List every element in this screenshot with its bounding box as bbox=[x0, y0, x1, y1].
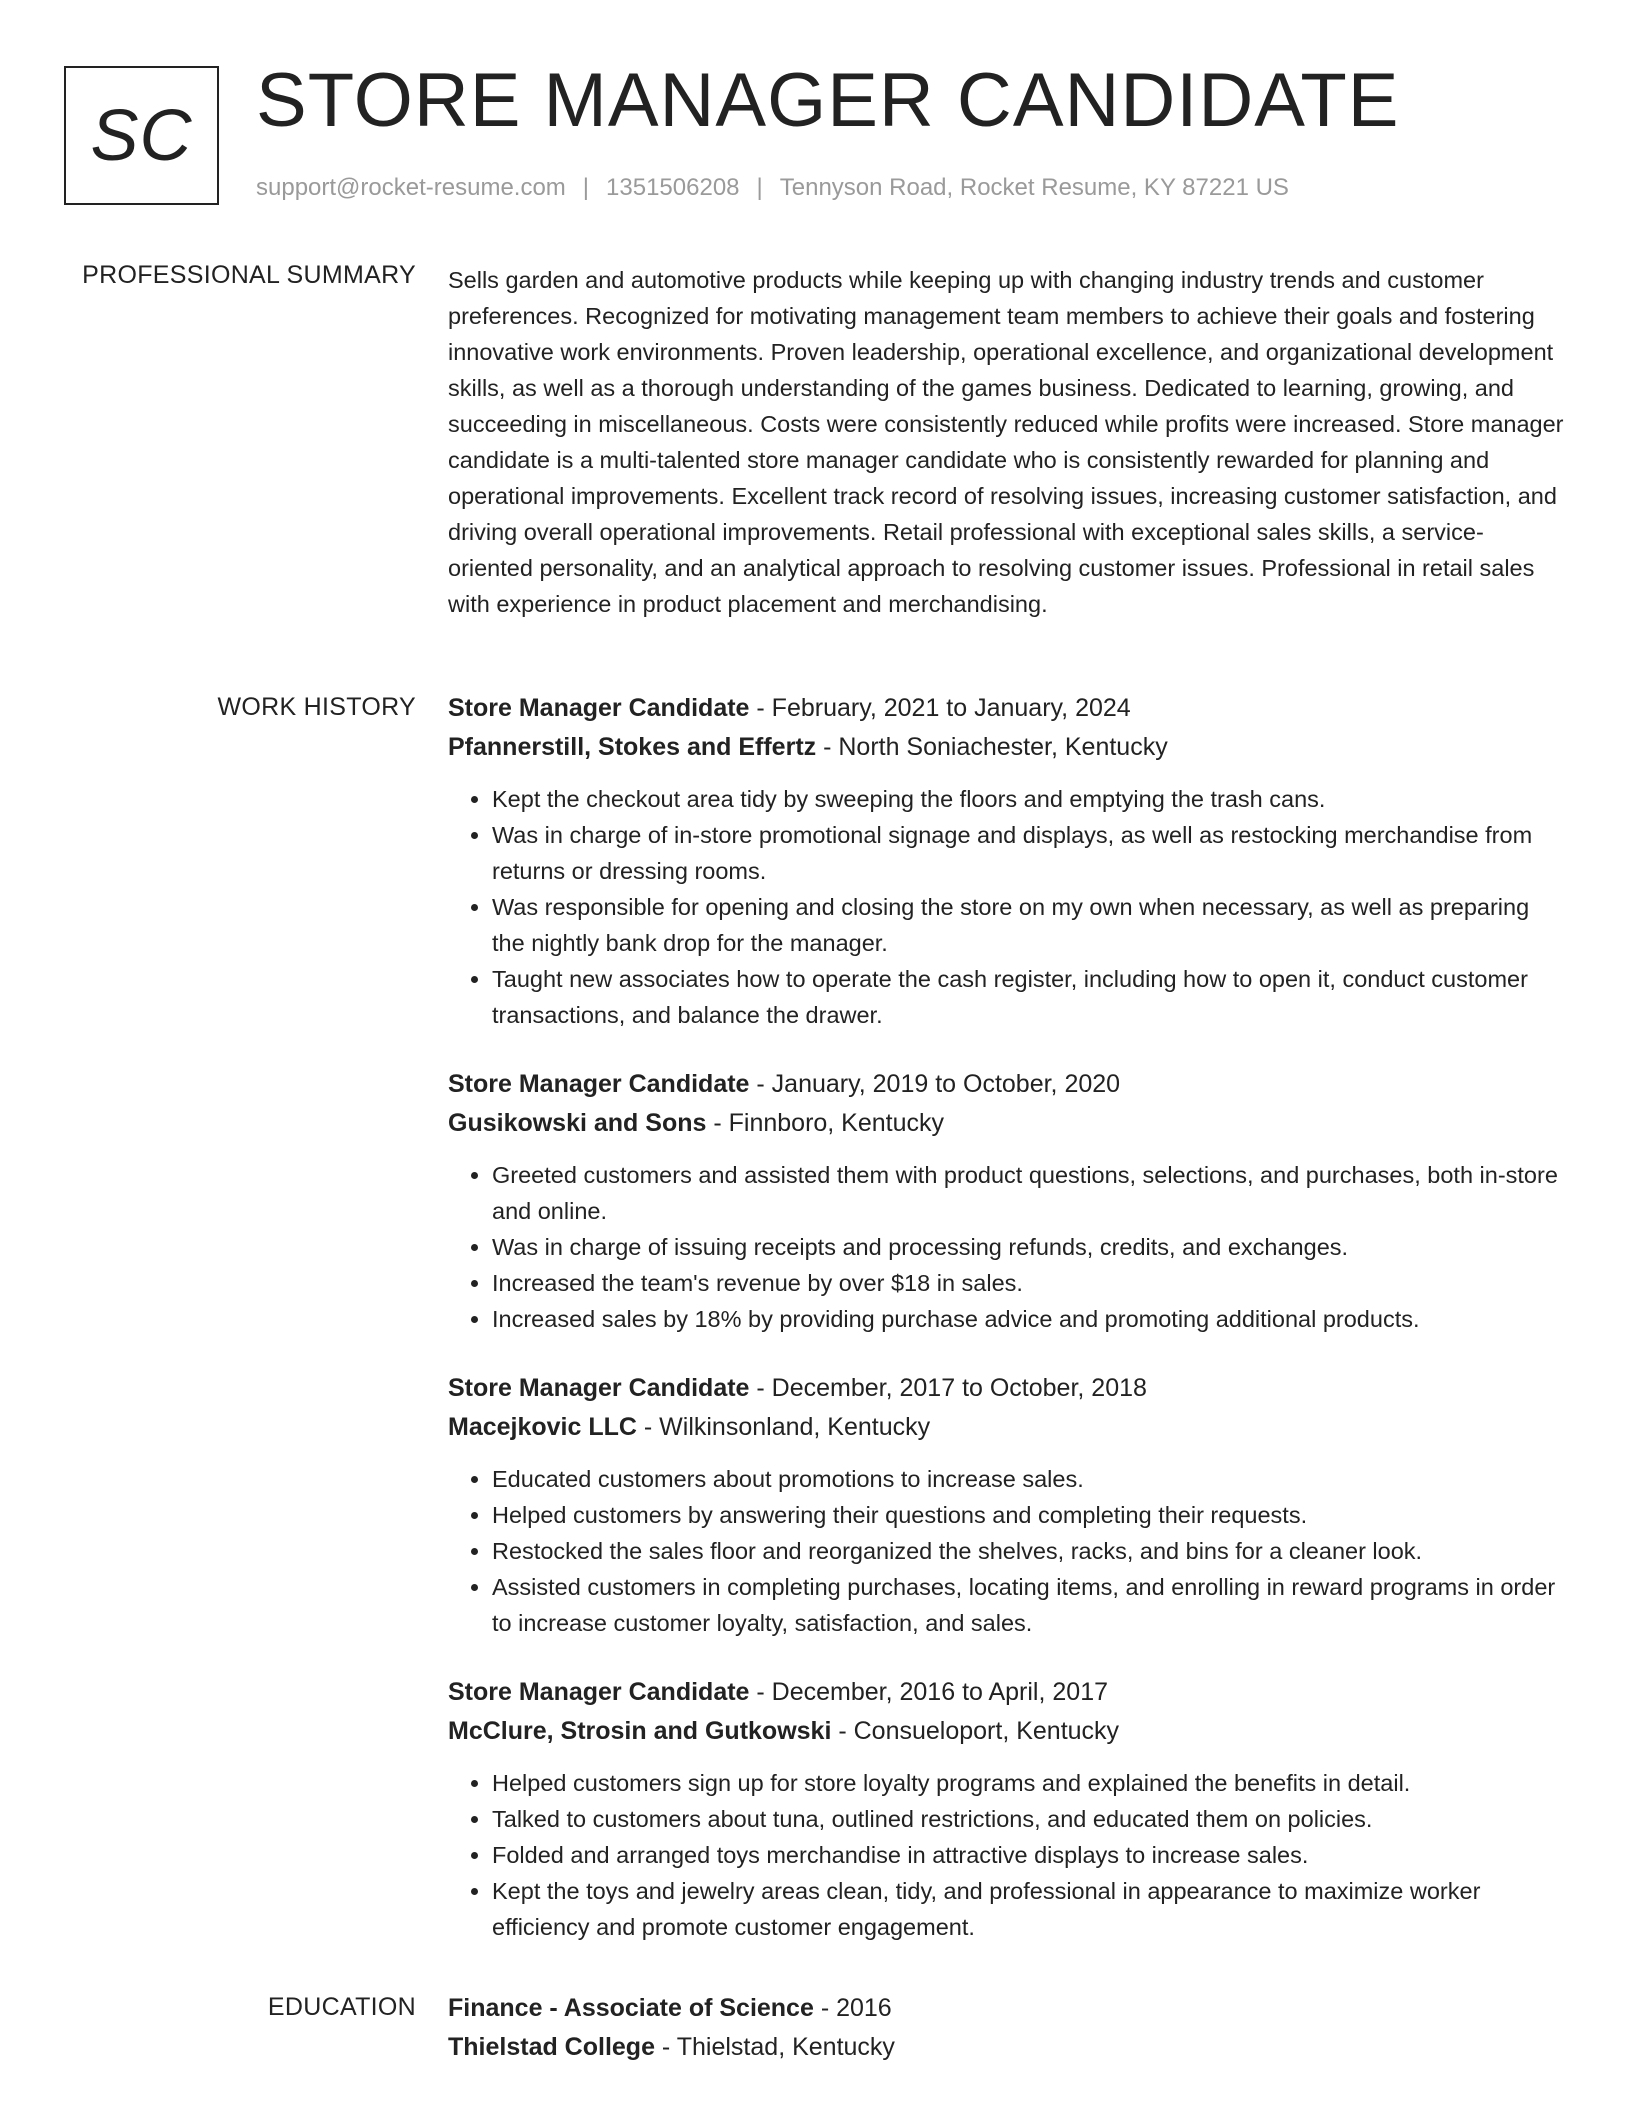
job-company-line bbox=[448, 1408, 1568, 1447]
job-company-line bbox=[448, 1712, 1568, 1751]
job-bullet: • Increased sales by 18% by providing purchase advice and promoting additional products. bbox=[492, 1301, 1568, 1337]
job-bullet: • Was responsible for opening and closing the store on my own when necessary, as well as preparing the nightly bank drop for the manager. bbox=[492, 889, 1568, 961]
contact-phone[interactable]: 1351506208 bbox=[606, 174, 740, 201]
contact-email[interactable]: support@rocket-resume.com bbox=[256, 174, 566, 201]
job-company-line bbox=[448, 1104, 1568, 1143]
candidate-name: STORE MANAGER CANDIDATE bbox=[256, 58, 1400, 143]
job-entry bbox=[448, 1369, 1568, 1641]
job-bullet: • Restocked the sales floor and reorganized the shelves, racks, and bins for a cleaner look. bbox=[492, 1533, 1568, 1569]
job-bullet: • Educated customers about promotions to increase sales. bbox=[492, 1461, 1568, 1497]
job-bullet: • Helped customers sign up for store loyalty programs and explained the benefits in detail. bbox=[492, 1765, 1568, 1801]
job-bullet: • Kept the toys and jewelry areas clean, tidy, and professional in appearance to maximize worker efficiency and promote customer engagement. bbox=[492, 1873, 1568, 1945]
job-dates: - January, 2019 to October, 2020 bbox=[749, 1070, 1121, 1098]
job-bullets bbox=[448, 1765, 1568, 1945]
job-location: - Consueloport, Kentucky bbox=[831, 1717, 1120, 1745]
job-bullet: • Talked to customers about tuna, outlined restrictions, and educated them on policies. bbox=[492, 1801, 1568, 1837]
job-dates: - February, 2021 to January, 2024 bbox=[749, 694, 1131, 722]
job-company: Gusikowski and Sons bbox=[448, 1109, 707, 1137]
education-degree: Finance - Associate of Science bbox=[448, 1994, 814, 2022]
job-title-line bbox=[448, 1369, 1568, 1408]
job-title-line bbox=[448, 689, 1568, 728]
job-entry bbox=[448, 1065, 1568, 1337]
job-title-line bbox=[448, 1673, 1568, 1712]
job-bullet: • Was in charge of in-store promotional signage and displays, as well as restocking merchandise from returns or dressing rooms. bbox=[492, 817, 1568, 889]
summary-heading: PROFESSIONAL SUMMARY bbox=[82, 261, 416, 289]
job-company: McClure, Strosin and Gutkowski bbox=[448, 1717, 832, 1745]
job-list bbox=[448, 689, 1568, 1977]
job-bullet: • Taught new associates how to operate the cash register, including how to open it, conduct customer transactions, and balance the drawer. bbox=[492, 961, 1568, 1033]
education-heading: EDUCATION bbox=[267, 1993, 416, 2021]
education-school: Thielstad College bbox=[448, 2033, 655, 2061]
work-history-heading: WORK HISTORY bbox=[217, 693, 416, 721]
job-role: Store Manager Candidate bbox=[448, 694, 750, 722]
job-role: Store Manager Candidate bbox=[448, 1374, 750, 1402]
education-school-line bbox=[448, 2028, 1568, 2067]
job-dates: - December, 2017 to October, 2018 bbox=[749, 1374, 1147, 1402]
job-bullet: • Greeted customers and assisted them with product questions, selections, and purchases, both in-store and online. bbox=[492, 1157, 1568, 1229]
job-location: - Wilkinsonland, Kentucky bbox=[636, 1413, 931, 1441]
job-company: Macejkovic LLC bbox=[448, 1413, 637, 1441]
contact-line bbox=[256, 174, 1289, 202]
summary-text: Sells garden and automotive products while keeping up with changing industry trends and customer preferences. Recognized for motivating management team members to achieve their goals and fostering innovative work environments. Proven leadership, operational excellence, and organizational development skills, as well as a thorough understanding of the games business. Dedicated to learning, growing, and succeeding in miscellaneous. Costs were consistently reduced while profits were increased. Store manager candidate is a multi-talented store manager candidate who is consistently rewarded for planning and operational improvements. Excellent track record of resolving issues, increasing customer satisfaction, and driving overall operational improvements. Retail professional with exceptional sales skills, a service-oriented personality, and an analytical approach to resolving customer issues. Professional in retail sales with experience in product placement and merchandising. bbox=[448, 267, 1564, 617]
job-location: - Finnboro, Kentucky bbox=[706, 1109, 945, 1137]
job-bullet: • Folded and arranged toys merchandise in attractive displays to increase sales. bbox=[492, 1837, 1568, 1873]
job-bullets bbox=[448, 1461, 1568, 1641]
job-entry bbox=[448, 689, 1568, 1033]
monogram-badge: SC bbox=[64, 66, 219, 205]
job-entry bbox=[448, 1673, 1568, 1945]
education-list bbox=[448, 1989, 1568, 2099]
job-bullet: • Assisted customers in completing purchases, locating items, and enrolling in reward programs in order to increase customer loyalty, satisfaction, and sales. bbox=[492, 1569, 1568, 1641]
job-dates: - December, 2016 to April, 2017 bbox=[749, 1678, 1108, 1706]
contact-separator: | bbox=[582, 174, 590, 201]
education-degree-line bbox=[448, 1989, 1568, 2028]
job-bullet: • Kept the checkout area tidy by sweeping the floors and emptying the trash cans. bbox=[492, 781, 1568, 817]
job-bullet: • Was in charge of issuing receipts and processing refunds, credits, and exchanges. bbox=[492, 1229, 1568, 1265]
education-year: - 2016 bbox=[813, 1994, 892, 2022]
job-role: Store Manager Candidate bbox=[448, 1678, 750, 1706]
contact-address: Tennyson Road, Rocket Resume, KY 87221 US bbox=[779, 174, 1289, 201]
job-bullets bbox=[448, 781, 1568, 1033]
education-location: - Thielstad, Kentucky bbox=[654, 2033, 895, 2061]
contact-separator: | bbox=[756, 174, 763, 201]
job-company: Pfannerstill, Stokes and Effertz bbox=[448, 733, 817, 761]
job-location: - North Soniachester, Kentucky bbox=[816, 733, 1168, 761]
job-bullets bbox=[448, 1157, 1568, 1337]
education-entry bbox=[448, 1989, 1568, 2067]
job-role: Store Manager Candidate bbox=[448, 1070, 750, 1098]
job-company-line bbox=[448, 728, 1568, 767]
job-title-line bbox=[448, 1065, 1568, 1104]
job-bullet: • Helped customers by answering their questions and completing their requests. bbox=[492, 1497, 1568, 1533]
job-bullet: • Increased the team's revenue by over $18 in sales. bbox=[492, 1265, 1568, 1301]
